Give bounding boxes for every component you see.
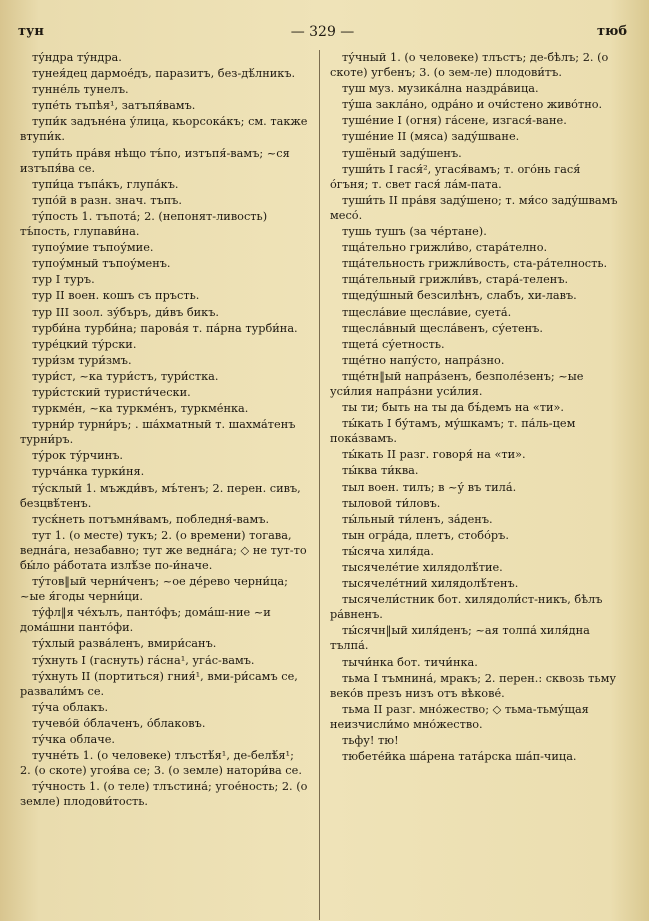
dictionary-entry: ты́сяча хиля́да. [342, 544, 434, 558]
dictionary-entry: тушёный заду́шенъ. [342, 146, 462, 160]
dictionary-entry: тупоу́мие тъпоу́мие. [32, 241, 154, 255]
dictionary-entry: ту́пость 1. тъпота́; 2. (непонят-ливость) тъ́пость, глупави́на. [20, 209, 268, 239]
dictionary-entry: тын огра́да, плетъ, стобо́ръ. [342, 528, 509, 542]
dictionary-entry: тще́тн‖ый напра́зенъ, безполе́зенъ; ~ые уси́лия напра́зни уси́лия. [330, 369, 584, 398]
dictionary-entry: туши́ть II пра́вя заду́шено; т. мя́со заду́швамъ месо́. [330, 193, 618, 222]
dictionary-entry: тьфу! тю! [342, 734, 399, 748]
dictionary-entry: ту́ндра ту́ндра. [32, 51, 122, 64]
left-column [20, 50, 308, 811]
dictionary-entry: тупи́к задъне́на у́лица, кьорсока́къ; см. также втупи́к. [20, 115, 308, 144]
dictionary-entry: тупе́ть тъпѣя¹, затъпя́вамъ. [32, 99, 196, 113]
dictionary-entry: тща́тельность грижли́вость, ста-ра́телность. [342, 257, 608, 271]
page-number: — 329 — [290, 24, 355, 40]
dictionary-entry: тщесла́вие щесла́вие, суета́. [342, 305, 512, 319]
dictionary-entry: тще́тно напу́сто, напра́зно. [342, 353, 505, 367]
dictionary-entry: тыл воен. тилъ; в ~у́ въ тила́. [342, 480, 517, 494]
dictionary-entry: тунне́ль тунелъ. [32, 83, 129, 97]
dictionary-entry: тысячеле́тний хилядолѣ́тенъ. [342, 577, 519, 591]
dictionary-entry: тыловой ти́ловъ. [342, 496, 441, 510]
dictionary-entry: тычи́нка бот. тичи́нка. [342, 655, 478, 669]
dictionary-entry: тщеду́шный безсилѣнъ, слабъ, хи-лавъ. [342, 289, 577, 303]
dictionary-entry: тюбете́йка ша́рена тата́рска ша́п-чица. [342, 750, 577, 764]
dictionary-entry: тупи́ца тъпа́къ, глупа́къ. [32, 177, 179, 191]
dictionary-entry: туш муз. музика́лна наздра́вица. [342, 82, 539, 96]
dictionary-entry: тури́ст, ~ка тури́стъ, тури́стка. [32, 369, 219, 383]
dictionary-entry: ту́хнуть I (гаснуть) га́сна¹, уга́с-вамъ. [32, 653, 255, 667]
dictionary-entry: тьма II разг. мно́жество; ◇ тьма-тьму́щая неизчисли́мо мно́жество. [330, 702, 589, 731]
dictionary-entry: ту́хнуть II (портиться) гния́¹, вми-ри́самъ се, развали́мъ се. [20, 669, 298, 698]
dictionary-entry: тури́стский туристи́чески. [32, 385, 191, 399]
dictionary-entry: ты́льный ти́ленъ, за́денъ. [342, 512, 493, 526]
right-column [330, 50, 618, 765]
dictionary-entry: тупи́ть пра́вя нѣщо тъ́по, изтъпя́-вамъ; ~ся изтъпя́ва се. [20, 146, 290, 175]
dictionary-entry: ту́рок ту́рчинъ. [32, 449, 124, 463]
column-divider [319, 50, 320, 920]
header-left-guideword: тун [18, 24, 44, 39]
dictionary-columns [20, 50, 632, 910]
dictionary-entry: тушь тушъ (за че́ртане). [342, 225, 487, 239]
header-right-guideword: тюб [596, 24, 627, 39]
dictionary-entry: ту́ша закла́но, одра́но и очи́стено живо́тно. [342, 98, 603, 112]
dictionary-entry: ты́сячн‖ый хиля́денъ; ~ая толпа́ хиля́дна тълпа́. [330, 624, 590, 653]
dictionary-entry: тут 1. (о месте) тукъ; 2. (о времени) тогава, ведна́га, незабавно; тут же ведна́га; ◇ не тут-то бы́ло ра́ботата излѣ́зе по-и́наче. [20, 528, 307, 572]
dictionary-entry: ту́склый 1. мъжди́въ, мъ́тенъ; 2. перен. сивъ, безцвѣ́тенъ. [20, 481, 301, 510]
dictionary-entry: тур III зоол. зу́бъръ, ди́въ бикъ. [32, 305, 220, 319]
dictionary-entry: турби́на турби́на; парова́я т. па́рна турби́на. [32, 321, 298, 335]
dictionary-entry: ту́ча облакъ. [32, 700, 109, 714]
dictionary-entry: ты́кать II разг. говоря́ на «ти». [342, 448, 526, 462]
dictionary-entry: туше́ние II (мяса) заду́шване. [342, 130, 520, 144]
page-header [18, 24, 627, 46]
dictionary-entry: ту́фл‖я че́хълъ, панто́фъ; дома́ш-ние ~и дома́шни панто́фи. [20, 606, 271, 635]
dictionary-entry: тысячеле́тие хилядолѣ́тие. [342, 561, 503, 574]
dictionary-entry: тщета́ су́етность. [342, 337, 445, 351]
dictionary-entry: ту́чный 1. (о человеке) тлъстъ; де-бѣлъ; 2. (о скоте) угбенъ; 3. (о зем-ле) плодови́тъ. [330, 51, 609, 80]
dictionary-entry: ту́тов‖ый черни́ченъ; ~ое де́рево черни́ца; ~ые я́годы черни́ци. [20, 575, 288, 604]
dictionary-entry: туши́ть I гася́², угася́вамъ; т. ого́нь гася́ о́гъня; т. свет гася́ ла́м-пата. [330, 162, 581, 191]
dictionary-entry: турча́нка турки́ня. [32, 465, 145, 479]
dictionary-entry: тучево́й о́блаченъ, о́блаковъ. [32, 716, 206, 730]
dictionary-entry: тща́тельный грижли́въ, стара́-теленъ. [342, 273, 569, 287]
dictionary-entry: тупо́й в разн. знач. тъпъ. [32, 193, 182, 207]
dictionary-entry: турни́р турни́ръ; . ша́хматный т. шахма́тенъ турни́ръ. [20, 418, 296, 447]
dictionary-entry: тщесла́вный щесла́венъ, су́етенъ. [342, 321, 543, 335]
dictionary-entry: тупоу́мный тъпоу́менъ. [32, 257, 171, 271]
dictionary-entry: ты́ква ти́ква. [342, 464, 419, 478]
dictionary-entry: туркме́н, ~ка туркме́нъ, туркме́нка. [32, 402, 249, 416]
dictionary-entry: тусќнеть потъмня́вамъ, побледня́-вамъ. [32, 512, 270, 526]
dictionary-entry: тури́зм тури́змъ. [32, 353, 132, 367]
dictionary-entry: тысячели́стник бот. хилядоли́ст-никъ, бѣлъ ра́вненъ. [330, 593, 603, 622]
dictionary-entry: тур II воен. кошъ съ пръсть. [32, 289, 200, 303]
dictionary-entry: туше́ние I (огня) га́сене, изгася́-ване. [342, 114, 567, 128]
dictionary-entry: тур I туръ. [32, 273, 95, 287]
dictionary-entry: ту́хлый разва́ленъ, вмири́санъ. [32, 637, 217, 651]
dictionary-entry: тьма I тъмнина́, мракъ; 2. перен.: сквозь тьму веко́в презъ низъ отъ вѣкове́. [330, 671, 616, 700]
dictionary-entry: ту́чка облаче. [32, 733, 116, 747]
dictionary-entry: тунея́дец дармое́дъ, паразитъ, без-дѣ́лникъ. [32, 67, 296, 81]
dictionary-entry: туре́цкий ту́рски. [32, 337, 137, 351]
dictionary-entry: ты ти; быть на ты да бъ́демъ на «ти». [342, 401, 565, 415]
dictionary-entry: тучне́ть 1. (о человеке) тлъстѣ́я¹, де-белѣ́я¹; 2. (о скоте) угоя́ва се; 3. (о земле) натори́ва се. [20, 749, 302, 778]
dictionary-entry: тща́тельно грижли́во, стара́телно. [342, 241, 548, 255]
dictionary-entry: ту́чность 1. (о теле) тлъстина́; угое́ность; 2. (о земле) плодови́тость. [20, 780, 308, 809]
dictionary-entry: ты́кать I бу́тамъ, му́шкамъ; т. па́ль-цем пока́звамъ. [330, 417, 576, 446]
